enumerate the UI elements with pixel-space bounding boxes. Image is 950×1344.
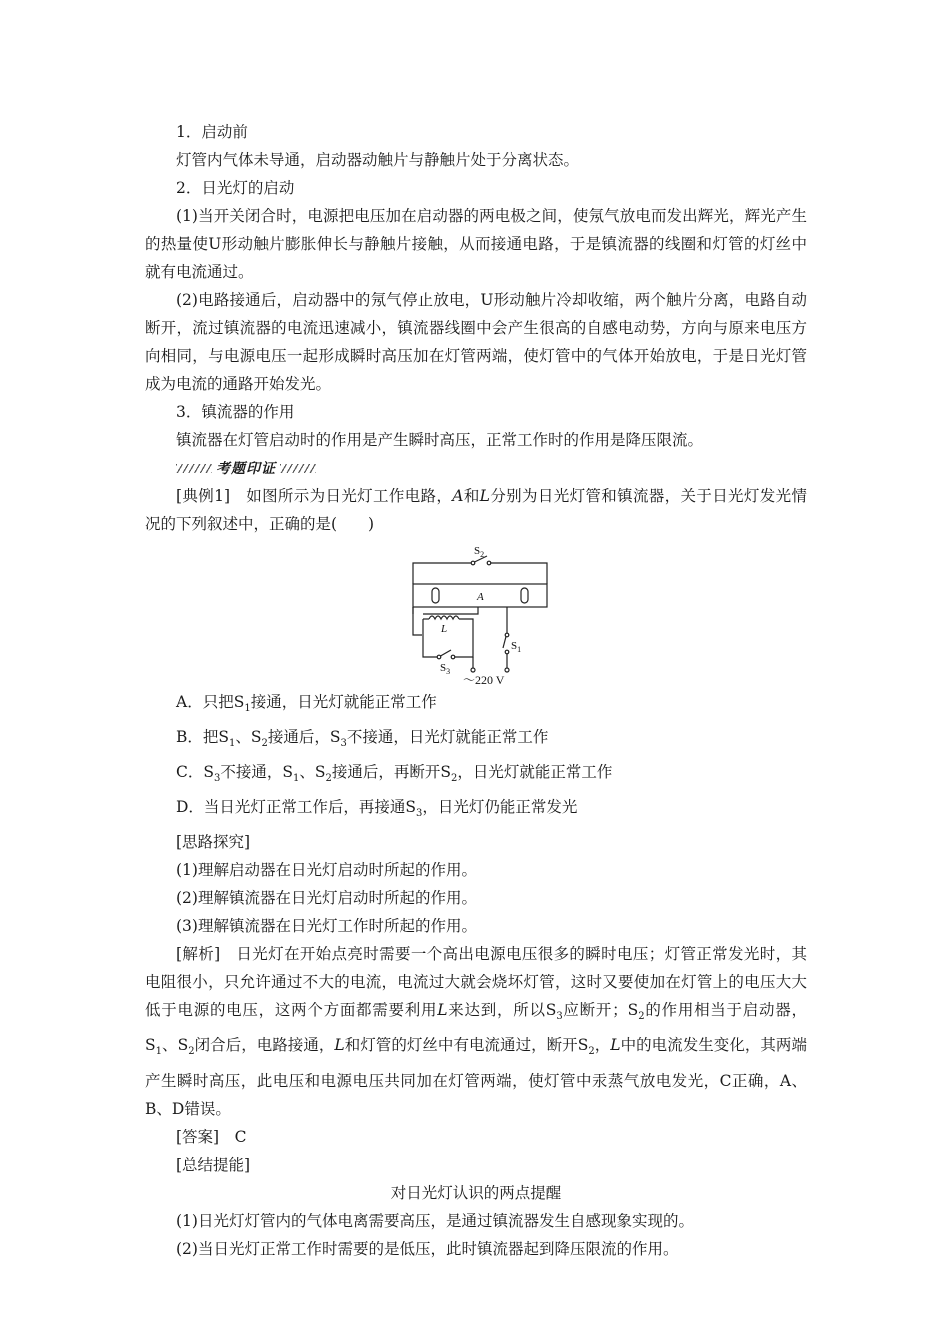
answer-line xyxy=(145,1123,807,1151)
wire xyxy=(459,619,473,638)
hatch-decoration xyxy=(280,464,316,473)
circuit-svg xyxy=(403,540,553,686)
wire xyxy=(455,638,473,657)
analysis-paragraph: [解析] 日光灯在开始点亮时需要一个高出电源电压很多的瞬时电压；灯管正常发光时，其电阻很小，只允许通过不大的电流，电流过大就会烧坏灯管，这时又要使加在灯管上的电压大大低于电源的电压，这两个方面都需要利用L来达到，所以$S_3$应断开；$S_2$的作用相当于启动器，$S_1$、$S_2$闭合后，电路接通，L和灯管的灯丝中有电流通过，断开$S_2$，L中的电流发生变化，其两端产生瞬时高压，此电压和电源电压共同加在灯管两端，使灯管中汞蒸气放电发光，C正确，A、B、D错误。 xyxy=(145,945,807,1118)
label-lamp: A xyxy=(477,591,484,603)
switch-s3-blade xyxy=(441,650,452,656)
banner-title: 考题印证 xyxy=(216,461,276,477)
switch-s1-terminal xyxy=(505,633,509,637)
supply-terminal xyxy=(505,668,509,672)
paragraph: (2)电路接通后，启动器中的氖气停止放电，U形动触片冷却收缩，两个触片分离，电路自动断开，流过镇流器的电流迅速减小，镇流器线圈中会产生很高的自感电动势，方向与原来电压方向相同，与电源电压一起形成瞬时高压加在灯管两端，使灯管中的气体开始放电，于是日光灯管成为电流的通路开始发光。 xyxy=(145,291,807,393)
label-s3: $S_3$ xyxy=(440,662,451,676)
example-tag: [典例1] xyxy=(176,487,231,505)
label-inductor: L xyxy=(441,623,448,635)
option-d: D．当日光灯正常工作后，再接通$S_3$，日光灯仍能正常发光 xyxy=(176,798,578,820)
exam-banner xyxy=(145,454,807,482)
label-voltage: ～220 V xyxy=(463,673,505,686)
thinking-item: (1)理解启动器在日光灯启动时所起的作用。 xyxy=(176,861,477,880)
wire xyxy=(413,607,478,614)
inductor-coil xyxy=(429,616,459,619)
analysis-tag: [解析] xyxy=(176,945,221,964)
filament-right xyxy=(521,588,528,603)
option-c: C．$S_3$不接通，$S_1$、$S_2$接通后，再断开$S_2$，日光灯就能正常工作 xyxy=(176,763,613,785)
wire xyxy=(413,607,422,635)
answer-tag: [答案] xyxy=(176,1127,220,1146)
hatch-decoration xyxy=(176,464,212,473)
switch-s1-terminal xyxy=(505,650,509,654)
switch-s3-terminal xyxy=(437,655,441,659)
option-b: B．把$S_1$、$S_2$接通后，$S_3$不接通，日光灯就能正常工作 xyxy=(176,728,549,750)
filament-left xyxy=(432,588,439,603)
thinking-tag: [思路探究] xyxy=(176,833,251,852)
summary-item: (2)当日光灯正常工作时需要的是低压，此时镇流器起到降压限流的作用。 xyxy=(176,1239,679,1258)
switch-s3-terminal xyxy=(451,655,455,659)
switch-s1-blade xyxy=(503,637,506,649)
section-heading-before-start: 1．启动前 xyxy=(176,123,248,141)
label-s2: $S_2$ xyxy=(474,545,485,559)
page-content xyxy=(145,118,807,1263)
circuit-diagram xyxy=(145,540,807,688)
summary-title: 对日光灯认识的两点提醒 xyxy=(390,1183,562,1202)
wire xyxy=(413,563,471,584)
summary-tag: [总结提能] xyxy=(176,1155,251,1174)
paragraph: (1)当开关闭合时，电源把电压加在启动器的两电极之间，使氖气放电而发出辉光，辉光产生的热量使U形动触片膨胀伸长与静触片接触，从而接通电路，于是镇流器的线圈和灯管的灯丝中就有电流通过。 xyxy=(145,207,807,281)
wire xyxy=(423,635,437,657)
label-s1: $S_1$ xyxy=(511,640,522,654)
switch-s2-terminal xyxy=(471,561,475,565)
summary-item: (1)日光灯灯管内的气体电离需要高压，是通过镇流器发生自感现象实现的。 xyxy=(176,1211,694,1230)
section-heading-ballast: 3．镇流器的作用 xyxy=(176,403,295,421)
supply-terminal xyxy=(471,668,475,672)
paragraph: 灯管内气体未导通，启动器动触片与静触片处于分离状态。 xyxy=(176,151,580,169)
thinking-item: (3)理解镇流器在日光灯工作时所起的作用。 xyxy=(176,917,477,936)
section-heading-start: 2．日光灯的启动 xyxy=(176,179,295,197)
example-question: [典例1] 如图所示为日光灯工作电路，A和L分别为日光灯管和镇流器，关于日光灯发光情况的下列叙述中，正确的是( ) xyxy=(145,487,807,533)
wire xyxy=(491,563,547,584)
option-a: A．只把$S_1$接通，日光灯就能正常工作 xyxy=(176,693,437,715)
answer-value: C xyxy=(234,1127,247,1146)
switch-s2-terminal xyxy=(487,561,491,565)
thinking-item: (2)理解镇流器在日光灯启动时所起的作用。 xyxy=(176,889,477,908)
paragraph: 镇流器在灯管启动时的作用是产生瞬时高压，正常工作时的作用是降压限流。 xyxy=(176,431,704,449)
